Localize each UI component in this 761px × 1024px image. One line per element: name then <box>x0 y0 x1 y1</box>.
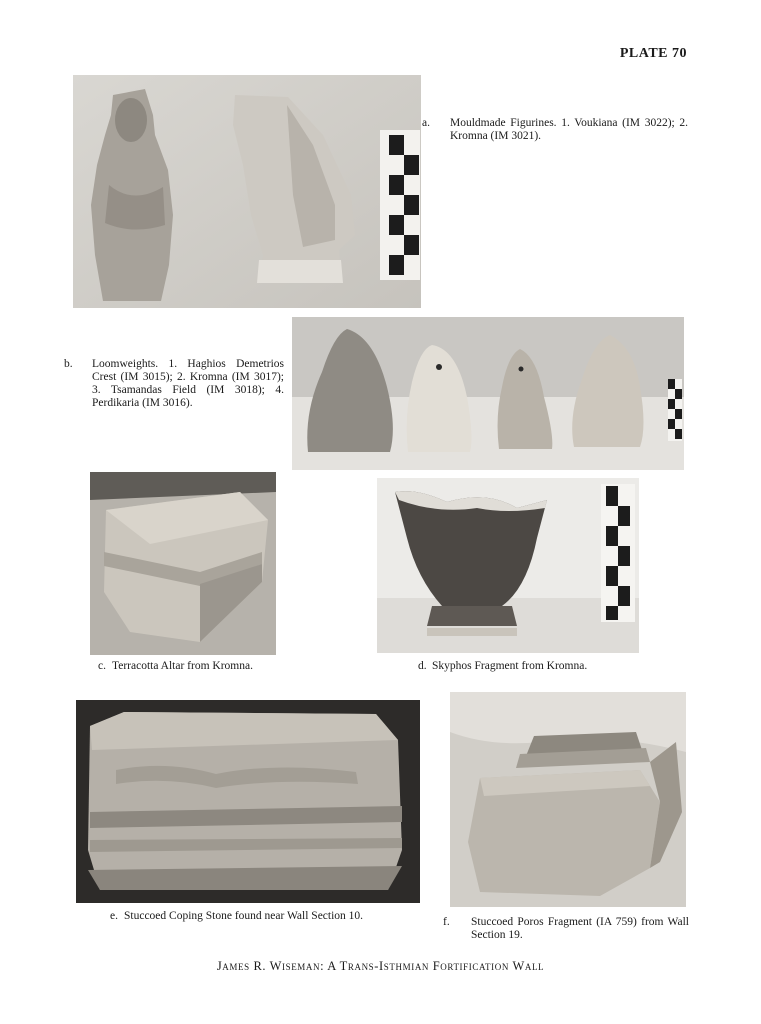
photo-stuccoed-poros-fragment <box>450 692 686 907</box>
page-footer: James R. Wiseman: A Trans-Isthmian Fortification Wall <box>216 959 545 973</box>
caption-d: d. Skyphos Fragment from Kromna. <box>418 660 588 672</box>
photo-terracotta-altar <box>90 472 276 655</box>
caption-c: c. Terracotta Altar from Kromna. <box>98 660 253 672</box>
photo-skyphos-fragment <box>377 478 639 653</box>
photo-stuccoed-coping-stone <box>76 700 420 903</box>
caption-b: b. Loomweights. 1. Haghios Demetrios Crest (IM 3015); 2. Kromna (IM 3017); 3. Tsamandas Field (IM 3018); 4. Perdikaria (IM 3016). <box>64 358 284 409</box>
photo-mouldmade-figurines <box>73 75 421 308</box>
caption-f: f. Stuccoed Poros Fragment (IA 759) from Wall Section 19. <box>443 916 689 941</box>
caption-e: e. Stuccoed Coping Stone found near Wall Section 10. <box>110 910 364 922</box>
plate-number: PLATE 70 <box>619 46 687 61</box>
photo-loomweights <box>292 317 684 470</box>
caption-a: a. Mouldmade Figurines. 1. Voukiana (IM 3022); 2. Kromna (IM 3021). <box>422 117 688 142</box>
